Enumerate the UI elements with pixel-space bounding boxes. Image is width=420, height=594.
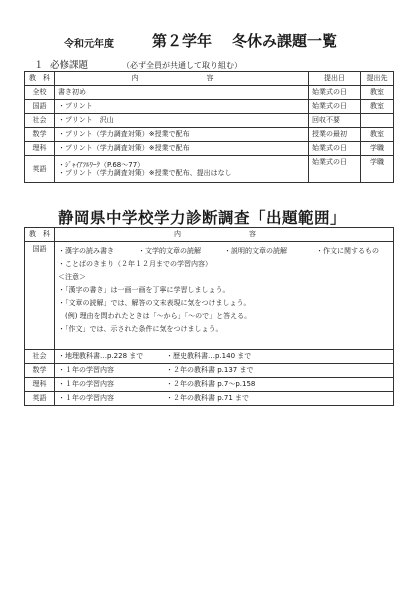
row-subject: 数学 <box>25 364 55 378</box>
list-item: ・ことばのきまり（２年１２月までの学習内容） <box>58 260 212 268</box>
row-content <box>55 364 394 378</box>
row-destination: 教室 <box>361 86 394 100</box>
table-row <box>25 350 394 364</box>
content-line: ・ｼﾞｬｲｱﾌﾙﾜｰｸ（P.68～77） <box>58 160 145 169</box>
table-row <box>25 100 394 114</box>
list-item: ・１年の学習内容 <box>58 366 114 375</box>
table-row <box>25 378 394 392</box>
table-row <box>25 392 394 406</box>
table-row <box>25 114 394 128</box>
list-item: ・２年の教科書 p.7～p.158 <box>166 380 256 389</box>
header-destination: 提出先 <box>361 72 394 86</box>
row-destination: 学職 <box>361 156 394 183</box>
row-subject: 数学 <box>25 128 55 142</box>
table-header-row <box>25 72 394 86</box>
list-item: ・「文章の読解」では、解答の文末表現に気をつけましょう。 <box>58 299 251 307</box>
required-tasks-table <box>24 71 394 183</box>
row-subject: 社会 <box>25 350 55 364</box>
row-due: 始業式の日 <box>309 142 361 156</box>
row-content <box>55 392 394 406</box>
row-content: ・プリント 沢山 <box>55 114 309 128</box>
list-item: (例) 理由を問われたときは「～から」「～ので」と答える。 <box>58 312 252 320</box>
header-subject: 教 科 <box>25 72 55 86</box>
exam-scope-table <box>24 227 394 406</box>
row-subject: 英語 <box>25 156 55 183</box>
header-due: 提出日 <box>309 72 361 86</box>
table-row <box>25 364 394 378</box>
row-content <box>55 242 394 350</box>
row-subject: 理科 <box>25 142 55 156</box>
list-item: ・２年の教科書 p.137 まで <box>166 366 254 375</box>
row-subject: 理科 <box>25 378 55 392</box>
list-item: ・地理教科書…p.228 まで <box>58 352 144 361</box>
table-row <box>25 86 394 100</box>
list-item: ・１年の学習内容 <box>58 394 114 403</box>
section2-title: 静岡県中学校学力診断調査「出題範囲」 <box>58 208 347 227</box>
table-row <box>25 142 394 156</box>
section1-name: 必修課題 <box>50 60 89 71</box>
row-due: 始業式の日 <box>309 86 361 100</box>
row-due: 授業の最初 <box>309 128 361 142</box>
row-subject: 国語 <box>25 242 55 350</box>
row-due: 回収不要 <box>309 114 361 128</box>
list-item: ・２年の教科書 p.71 まで <box>166 394 250 403</box>
list-item: ・作文に関するもの <box>316 247 379 255</box>
table-row <box>25 156 394 183</box>
row-subject: 社会 <box>25 114 55 128</box>
content-line: ・プリント（学力調査対策）※授業で配布、提出はなし <box>58 169 232 177</box>
row-due: 始業式の日 <box>309 156 361 183</box>
row-destination <box>361 114 394 128</box>
section1-heading <box>34 57 242 71</box>
row-destination: 教室 <box>361 100 394 114</box>
row-content: ・プリント <box>55 100 309 114</box>
table-row <box>25 242 394 350</box>
row-destination: 学職 <box>361 142 394 156</box>
note-heading: ＜注意＞ <box>58 273 86 281</box>
header-content: 内 容 <box>55 228 394 242</box>
list-item: ・説明的文章の読解 <box>224 247 287 255</box>
row-content: ・プリント（学力調査対策）※授業で配布 <box>55 128 309 142</box>
row-content <box>55 350 394 364</box>
header-content: 内 容 <box>55 72 309 86</box>
section1-number: １ <box>34 60 44 71</box>
grade-label: 第２学年 <box>152 32 213 50</box>
row-content: 書き初め <box>55 86 309 100</box>
list-item: ・「作文」では、示された条件に気をつけましょう。 <box>58 325 223 333</box>
row-content <box>55 156 309 183</box>
page-title: 冬休み課題一覧 <box>232 32 338 50</box>
row-subject: 全校 <box>25 86 55 100</box>
list-item: ・歴史教科書…p.140 まで <box>166 352 252 361</box>
row-due: 始業式の日 <box>309 100 361 114</box>
table-row <box>25 128 394 142</box>
page-header <box>0 30 420 52</box>
table-header-row <box>25 228 394 242</box>
row-destination: 教室 <box>361 128 394 142</box>
row-content <box>55 378 394 392</box>
header-subject: 教 科 <box>25 228 55 242</box>
list-item: ・漢字の読み書き <box>58 247 114 255</box>
row-content: ・プリント（学力調査対策）※授業で配布 <box>55 142 309 156</box>
list-item: ・文学的文章の読解 <box>138 247 201 255</box>
list-item: ・「漢字の書き」は一画一画を丁寧に学習しましょう。 <box>58 286 230 294</box>
row-subject: 国語 <box>25 100 55 114</box>
section1-note: （必ず全員が共通して取り組む） <box>122 61 242 70</box>
row-subject: 英語 <box>25 392 55 406</box>
kokugo-items <box>58 245 390 258</box>
list-item: ・１年の学習内容 <box>58 380 114 389</box>
school-year: 令和元年度 <box>64 39 114 50</box>
